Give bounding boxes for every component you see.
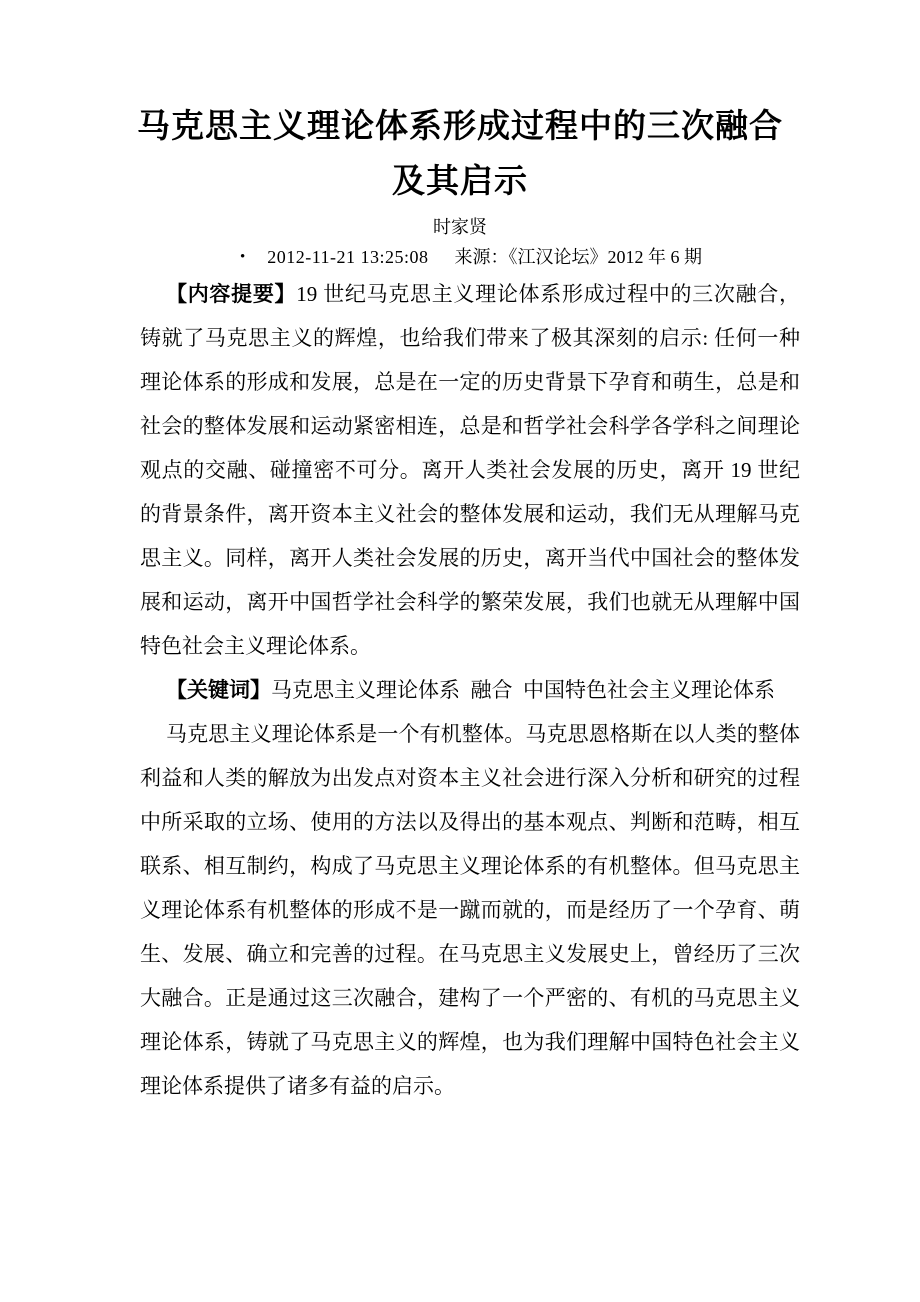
abstract-paragraph — [140, 272, 800, 668]
keywords-text: 马克思主义理论体系 融合 中国特色社会主义理论体系 — [271, 678, 775, 702]
doc-title-line-1: 马克思主义理论体系形成过程中的三次融合 — [137, 109, 783, 145]
meta-line — [0, 244, 920, 272]
keywords-paragraph — [140, 668, 800, 712]
author-name: 时家贤 — [433, 217, 487, 237]
document-body — [140, 272, 800, 1108]
source-reference: 来源：《江汉论坛》2012 年 6 期 — [454, 247, 703, 267]
abstract-label: 【内容提要】 — [166, 282, 297, 306]
bullet-icon: • — [239, 249, 246, 265]
abstract-text: 19 世纪马克思主义理论体系形成过程中的三次融合，铸就了马克思主义的辉煌，也给我们带来了极其深刻的启示: 任何一种理论体系的形成和发展，总是在一定的历史背景下孕育和萌生，总是和社会的整体发展和运动紧密相连，总是和哲学社会科学各学科之间理论观点的交融、碰撞密不可分。离开人类社会发展的历史，离开 19 世纪的背景条件，离开资本主义社会的整体发展和运动，我们无从理解马克思主义。同样，离开人类社会发展的历史，离开当代中国社会的整体发展和运动，离开中国哲学社会科学的繁荣发展，我们也就无从理解中国特色社会主义理论体系。 — [140, 282, 801, 658]
doc-title-line-2: 及其启示 — [392, 164, 528, 200]
publish-datetime: 2012-11-21 13:25:08 — [267, 247, 429, 267]
doc-title — [0, 100, 920, 210]
keywords-label: 【关键词】 — [166, 678, 271, 702]
body-paragraph: 马克思主义理论体系是一个有机整体。马克思恩格斯在以人类的整体利益和人类的解放为出发点对资本主义社会进行深入分析和研究的过程中所采取的立场、使用的方法以及得出的基本观点、判断和范畴，相互联系、相互制约，构成了马克思主义理论体系的有机整体。但马克思主义理论体系有机整体的形成不是一蹴而就的，而是经历了一个孕育、萌生、发展、确立和完善的过程。在马克思主义发展史上，曾经历了三次大融合。正是通过这三次融合，建构了一个严密的、有机的马克思主义理论体系，铸就了马克思主义的辉煌，也为我们理解中国特色社会主义理论体系提供了诸多有益的启示。 — [140, 722, 800, 1098]
